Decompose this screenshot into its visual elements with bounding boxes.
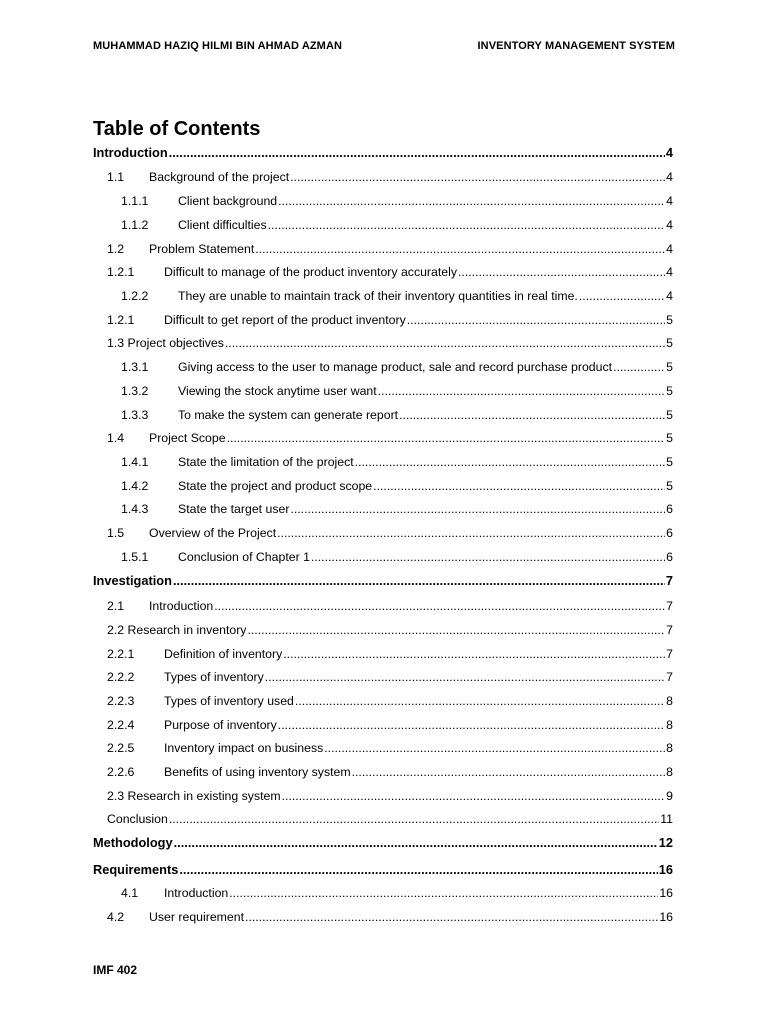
toc-entry-label: Methodology [93,835,173,850]
toc-entry-number: 1.1.1 [121,194,149,208]
toc-dot-leader [373,477,665,495]
toc-entry-page-number: 7 [666,670,673,684]
toc-entry[interactable] [121,287,673,305]
toc-dot-leader [247,621,665,639]
toc-dot-leader [324,739,665,757]
toc-entry-label: Investigation [93,573,172,588]
toc-dot-leader [458,263,665,281]
toc-entry-number: 2.2.6 [107,765,135,779]
toc-entry-page-number: 5 [666,408,673,422]
toc-dot-leader [225,334,665,352]
toc-entry[interactable] [107,311,673,329]
toc-dot-leader [311,548,665,566]
toc-entry-page-number: 6 [666,502,673,516]
toc-entry-label: Client difficulties [178,218,267,232]
toc-entry-page-number: 8 [666,694,673,708]
toc-entry-label: Giving access to the user to manage product, sale and record purchase product [178,360,613,374]
toc-entry[interactable] [93,144,673,162]
toc-entry-page-number: 7 [666,623,673,637]
toc-entry[interactable] [121,216,673,234]
toc-entry-label: Benefits of using inventory system [164,765,351,779]
toc-entry-page-number: 4 [666,218,673,232]
toc-entry[interactable] [121,477,673,495]
toc-entry[interactable] [121,500,673,518]
toc-entry-number: 1.3.2 [121,384,149,398]
toc-entry-page-number: 16 [659,910,673,924]
toc-dot-leader [179,861,657,879]
toc-entry[interactable] [107,692,673,710]
toc-dot-leader [265,668,665,686]
toc-entry-page-number: 8 [666,741,673,755]
toc-entry-page-number: 5 [666,431,673,445]
toc-entry-number: 2.2.5 [107,741,135,755]
toc-entry[interactable] [121,382,673,400]
toc-entry-number: 1.2.1 [107,265,135,279]
toc-entry-number: 4.1 [121,886,139,900]
toc-entry[interactable] [93,861,673,879]
toc-dot-leader [229,884,658,902]
toc-entry-page-number: 11 [660,812,673,826]
toc-entry-page-number: 7 [665,573,673,588]
toc-dot-leader [355,453,665,471]
toc-entry-number: 1.2.1 [107,313,135,327]
toc-entry-page-number: 6 [666,526,673,540]
toc-entry-page-number: 6 [666,550,673,564]
toc-entry[interactable] [107,739,673,757]
toc-entry[interactable] [107,240,673,258]
toc-entry-page-number: 4 [666,242,673,256]
toc-entry-label: Introduction [149,599,214,613]
toc-entry[interactable] [93,572,673,590]
toc-entry-label: Project Scope [149,431,226,445]
toc-entry-label: Problem Statement [149,242,255,256]
toc-dot-leader [169,810,659,828]
toc-entry-number: 1.5 [107,526,125,540]
toc-entry-page-number: 5 [666,455,673,469]
toc-entry-page-number: 4 [666,289,673,303]
toc-dot-leader [278,716,665,734]
toc-dot-leader [174,834,658,852]
toc-entry-label: Background of the project [149,170,290,184]
toc-entry-number: 2.2.4 [107,718,135,732]
toc-entry[interactable] [107,334,673,352]
toc-entry[interactable] [121,358,673,376]
toc-entry[interactable] [107,524,673,542]
toc-entry[interactable] [121,453,673,471]
toc-entry-number: 2.1 [107,599,125,613]
toc-entry[interactable] [121,192,673,210]
toc-entry-label: Conclusion of Chapter 1 [178,550,310,564]
toc-entry-page-number: 8 [666,718,673,732]
toc-entry-label: Inventory impact on business [164,741,324,755]
toc-dot-leader [214,597,665,615]
toc-entry-page-number: 5 [666,384,673,398]
toc-entry-page-number: 9 [666,789,673,803]
toc-dot-leader [290,500,665,518]
toc-dot-leader [277,524,665,542]
toc-entry-number: 1.4 [107,431,125,445]
toc-entry[interactable] [107,763,673,781]
toc-entry[interactable] [93,834,673,852]
toc-entry-page-number: 5 [666,479,673,493]
toc-entry-page-number: 4 [666,194,673,208]
toc-entry[interactable] [107,645,673,663]
toc-entry-number: 1.4.2 [121,479,149,493]
toc-entry[interactable] [107,263,673,281]
toc-entry-page-number: 4 [666,170,673,184]
toc-entry-label: Requirements [93,862,179,877]
toc-dot-leader [579,287,665,305]
toc-entry-page-number: 8 [666,765,673,779]
toc-entry-label: Types of inventory [164,670,264,684]
toc-entry-label: State the limitation of the project [178,455,354,469]
toc-entry[interactable] [107,668,673,686]
toc-entry-label: 1.3 Project objectives [107,336,224,350]
toc-dot-leader [245,908,658,926]
toc-entry[interactable] [107,597,673,615]
toc-entry[interactable] [121,406,673,424]
toc-dot-leader [613,358,665,376]
page-footer: IMF 402 [93,963,138,977]
toc-entry-number: 1.2 [107,242,125,256]
toc-entry-label: To make the system can generate report [178,408,399,422]
toc-entry[interactable] [121,884,673,902]
toc-dot-leader [283,645,665,663]
toc-entry-number: 1.2.2 [121,289,149,303]
toc-entry-number: 2.2.3 [107,694,135,708]
toc-entry-label: Introduction [164,886,229,900]
toc-entry[interactable] [107,716,673,734]
toc-entry-label: User requirement [149,910,244,924]
toc-entry-page-number: 5 [666,336,673,350]
toc-entry-page-number: 7 [666,599,673,613]
toc-entry-label: 2.3 Research in existing system [107,789,281,803]
page-header [93,40,675,56]
toc-entry-label: Difficult to get report of the product inventory [164,313,406,327]
header-author: MUHAMMAD HAZIQ HILMI BIN AHMAD AZMAN [93,40,343,52]
toc-entry-label: Overview of the Project [149,526,277,540]
toc-entry-label: Conclusion [107,812,168,826]
toc-dot-leader [227,429,666,447]
toc-entry-page-number: 4 [665,145,673,160]
toc-dot-leader [399,406,665,424]
toc-dot-leader [407,311,665,329]
toc-entry-number: 1.3.3 [121,408,149,422]
toc-dot-leader [295,692,665,710]
toc-entry[interactable] [107,908,673,926]
toc-entry-page-number: 5 [666,313,673,327]
toc-entry[interactable] [121,548,673,566]
toc-entry-page-number: 7 [666,647,673,661]
toc-entry-label: Viewing the stock anytime user want [178,384,377,398]
toc-entry-label: Difficult to manage of the product inventory accurately [164,265,458,279]
toc-entry-number: 1.1.2 [121,218,149,232]
toc-dot-leader [290,168,665,186]
toc-entry-page-number: 5 [666,360,673,374]
header-system-name: INVENTORY MANAGEMENT SYSTEM [477,40,675,52]
toc-dot-leader [169,144,665,162]
toc-entry-page-number: 16 [658,862,673,877]
toc-entry-label: Purpose of inventory [164,718,277,732]
toc-entry-number: 4.2 [107,910,125,924]
toc-entry-number: 1.4.3 [121,502,149,516]
toc-dot-leader [282,787,666,805]
toc-entry-label: 2.2 Research in inventory [107,623,247,637]
toc-entry[interactable] [107,429,673,447]
toc-title: Table of Contents [93,118,261,140]
toc-entry-label: They are unable to maintain track of their inventory quantities in real time. [178,289,578,303]
toc-entry-number: 1.1 [107,170,125,184]
toc-entry-number: 1.3.1 [121,360,149,374]
toc-entry[interactable] [107,810,673,828]
toc-entry-label: State the target user [178,502,290,516]
toc-dot-leader [352,763,666,781]
toc-entry[interactable] [107,621,673,639]
toc-entry-number: 2.2.1 [107,647,135,661]
toc-entry-page-number: 12 [658,835,673,850]
toc-entry-number: 1.4.1 [121,455,149,469]
toc-entry-label: State the project and product scope [178,479,373,493]
toc-entry-page-number: 16 [659,886,673,900]
toc-entry[interactable] [107,168,673,186]
toc-entry-page-number: 4 [666,265,673,279]
toc-entry-label: Types of inventory used [164,694,294,708]
toc-dot-leader [255,240,665,258]
toc-entry-number: 1.5.1 [121,550,149,564]
toc-dot-leader [278,192,665,210]
toc-entry-label: Definition of inventory [164,647,283,661]
toc-dot-leader [173,572,665,590]
toc-entry-number: 2.2.2 [107,670,135,684]
toc-dot-leader [268,216,666,234]
toc-entry-label: Introduction [93,145,168,160]
toc-entry-label: Client background [178,194,278,208]
toc-dot-leader [378,382,665,400]
toc-entry[interactable] [107,787,673,805]
